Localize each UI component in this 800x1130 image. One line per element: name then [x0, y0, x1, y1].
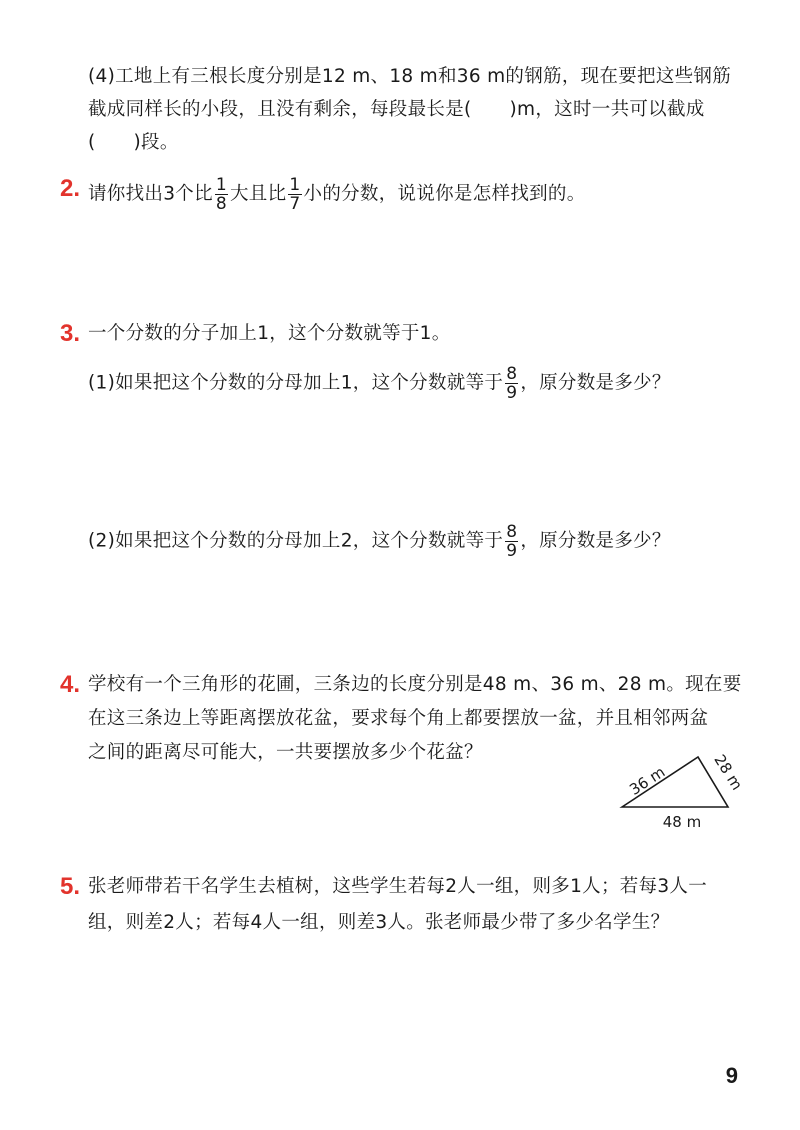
- frac1-numerator: 1: [215, 175, 227, 195]
- q5-line2: 组，则差2人；若每4人一组，则差3人。张老师最少带了多少名学生？: [88, 912, 670, 933]
- q3-text: 一个分数的分子加上1，这个分数就等于1。: [88, 323, 451, 344]
- q5-number: 5.: [60, 873, 81, 900]
- q1-4-line3-b: )段。: [133, 132, 179, 153]
- q3-sub2-a: (2)如果把这个分数的分母加上2，这个分数就等于: [88, 530, 504, 552]
- sub1-denominator: 9: [506, 383, 518, 403]
- q3-sub1: [88, 365, 671, 402]
- q1-4-line2-a: 截成同样长的小段，且没有剩余，每段最长是(: [88, 99, 472, 120]
- q2-number: 2.: [60, 175, 81, 202]
- q1-4-line3: [88, 130, 179, 156]
- triangle-bottom-label: 48 m: [662, 813, 702, 831]
- q1-4-line1: (4)工地上有三根长度分别是12 m、18 m和36 m的钢筋，现在要把这些钢筋: [88, 66, 732, 87]
- fraction-one-eighth: [215, 176, 228, 213]
- q4-line1: 学校有一个三角形的花圃，三条边的长度分别是48 m、36 m、28 m。现在要: [88, 674, 742, 695]
- q1-4-line2: [88, 97, 705, 123]
- q3-sub2-b: ，原分数是多少？: [520, 530, 671, 552]
- q3-number: 3.: [60, 320, 81, 347]
- q1-4-line3-a: (: [88, 132, 96, 153]
- q1-4-line2-b: )m，这时一共可以截成: [509, 99, 705, 120]
- q3-sub2: [88, 523, 671, 560]
- q3-sub1-b: ，原分数是多少？: [520, 372, 671, 394]
- q2-text-c: 小的分数，说说你是怎样找到的。: [303, 183, 586, 205]
- triangle-left-label: 36 m: [626, 762, 669, 799]
- page-number: 9: [725, 1063, 738, 1088]
- triangle-right-label: 28 m: [710, 751, 747, 794]
- fraction-one-seventh: [288, 176, 301, 213]
- frac2-numerator: 1: [289, 175, 301, 195]
- fraction-eight-ninths-1: [505, 365, 518, 402]
- q4-line3: 之间的距离尽可能大，一共要摆放多少个花盆？: [88, 742, 483, 763]
- sub2-numerator: 8: [506, 522, 518, 542]
- q4-line2: 在这三条边上等距离摆放花盆，要求每个角上都要摆放一盆，并且相邻两盆: [88, 708, 709, 729]
- q2-text: [88, 176, 586, 213]
- q2-text-a: 请你找出3个比: [88, 183, 213, 205]
- frac2-denominator: 7: [289, 194, 301, 214]
- q4-number: 4.: [60, 671, 81, 698]
- fraction-eight-ninths-2: [505, 523, 518, 560]
- q2-text-b: 大且比: [230, 183, 287, 205]
- triangle-flowerbed-figure: [600, 745, 750, 835]
- frac1-denominator: 8: [215, 194, 227, 214]
- q3-sub1-a: (1)如果把这个分数的分母加上1，这个分数就等于: [88, 372, 504, 394]
- q5-line1: 张老师带若干名学生去植树，这些学生若每2人一组，则多1人；若每3人一: [88, 876, 708, 897]
- sub1-numerator: 8: [506, 364, 518, 384]
- sub2-denominator: 9: [506, 541, 518, 561]
